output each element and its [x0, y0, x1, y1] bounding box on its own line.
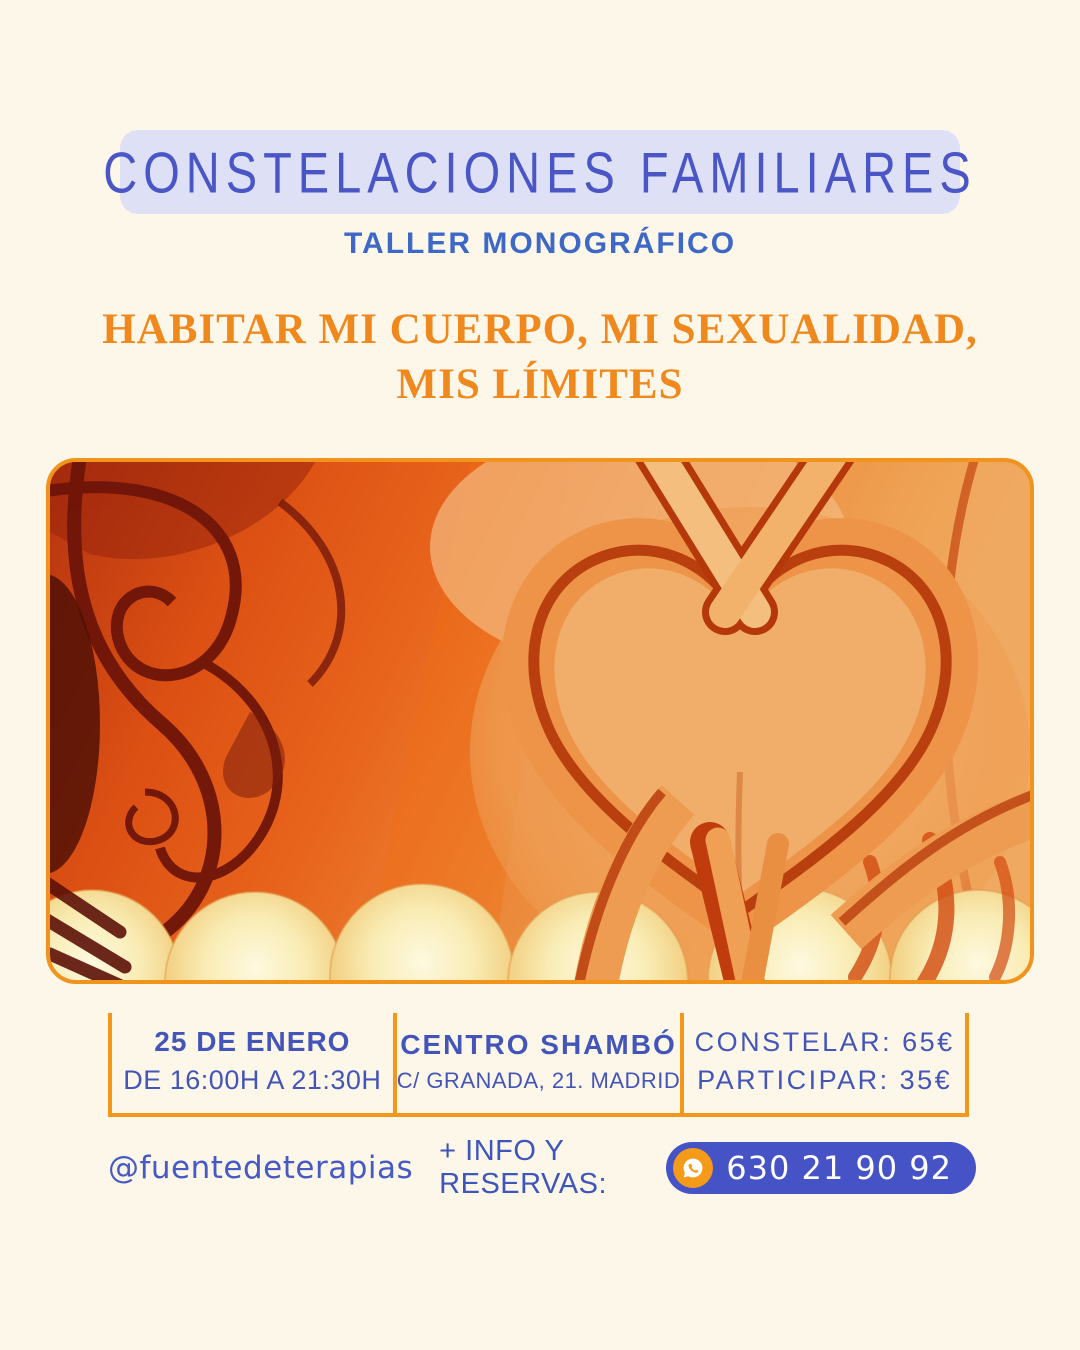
price-participar: PARTICIPAR: 35€ [697, 1064, 953, 1095]
info-reservas-label: + INFO Y RESERVAS: [439, 1135, 607, 1200]
phone-contact-button[interactable] [666, 1142, 976, 1194]
time-text: DE 16:00H A 21:30H [123, 1065, 382, 1095]
venue-name: CENTRO SHAMBÓ [400, 1028, 677, 1060]
poster-title: CONSTELACIONES FAMILIARES [103, 139, 977, 205]
workshop-title-line1: HABITAR MI CUERPO, MI SEXUALIDAD, [102, 306, 978, 353]
whatsapp-icon [673, 1148, 713, 1188]
instagram-handle: @fuentedeterapias [108, 1150, 414, 1186]
workshop-title [50, 302, 1030, 412]
footer-bar [108, 1135, 976, 1200]
phone-number: 630 21 90 92 [726, 1149, 952, 1187]
heart-hands-illustration [50, 462, 1030, 980]
workshop-photo [46, 458, 1034, 984]
price-constelar: CONSTELAR: 65€ [694, 1026, 955, 1057]
detail-price [680, 1013, 965, 1113]
workshop-title-line2: MIS LÍMITES [396, 361, 684, 409]
date-text: 25 DE ENERO [154, 1026, 351, 1057]
venue-address: C/ GRANADA, 21. MADRID [396, 1067, 681, 1093]
event-details-bar [108, 1013, 969, 1117]
poster-subtitle: TALLER MONOGRÁFICO [343, 227, 737, 260]
detail-venue [393, 1013, 681, 1113]
detail-date [108, 1013, 393, 1113]
header-badge [103, 130, 977, 214]
